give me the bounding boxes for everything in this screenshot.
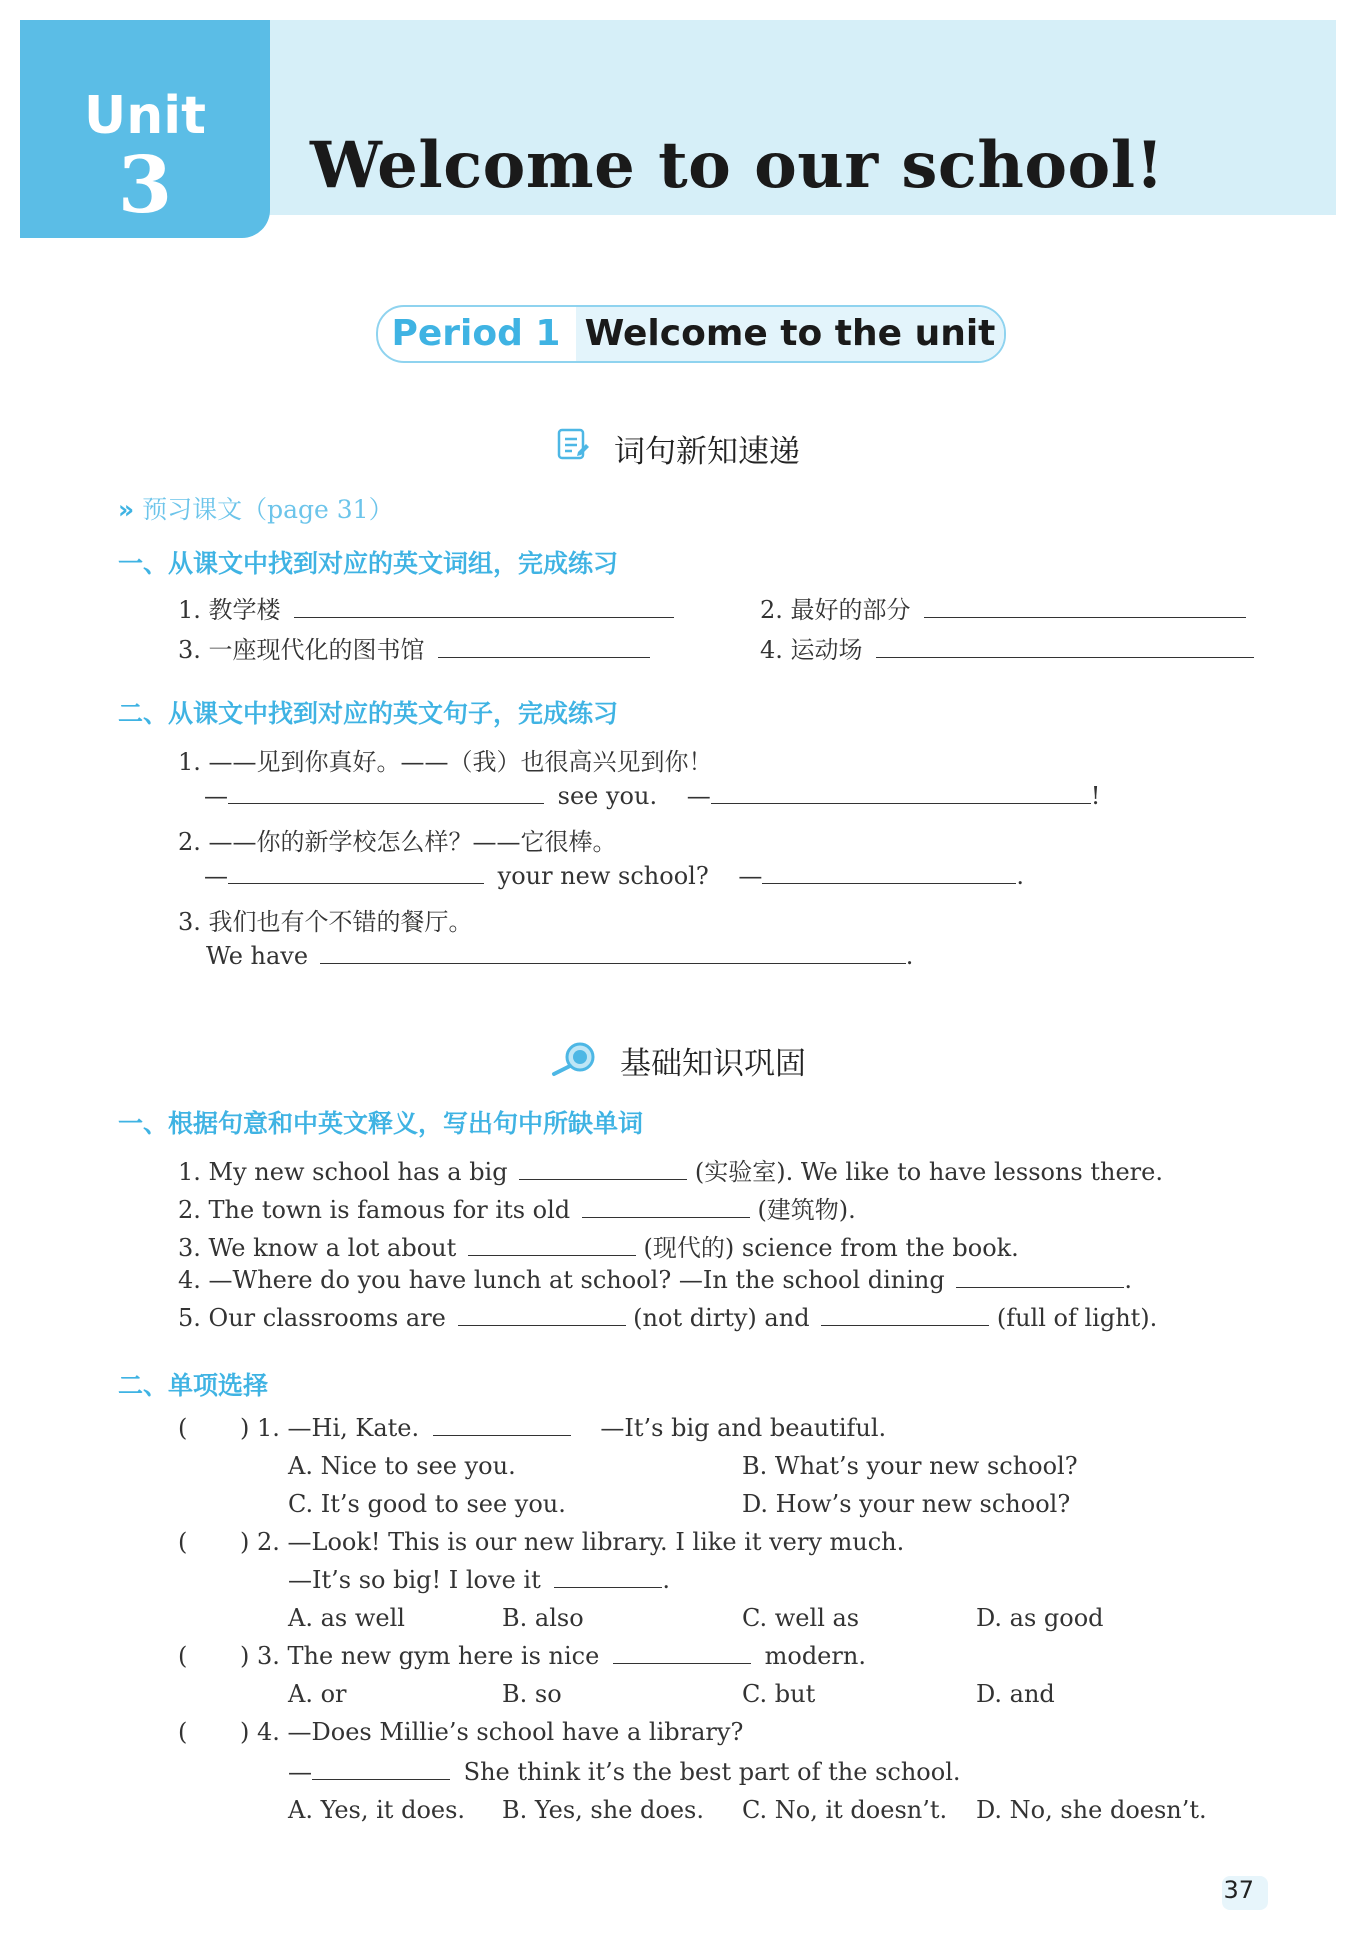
answer-blank[interactable] [821,1324,989,1326]
sentence-cn: 2. ——你的新学校怎么样？——它很棒。 [178,828,617,856]
unit-number: 3 [117,140,173,231]
page-title: Welcome to our school! [310,128,1165,203]
mc-option[interactable]: B. What’s your new school? [742,1452,1078,1480]
answer-blank[interactable] [294,616,674,618]
sentence-cn: 3. 我们也有个不错的餐厅。 [178,908,473,936]
mc-option[interactable]: A. as well [288,1604,405,1632]
mc-option[interactable]: C. but [742,1680,816,1708]
phrase-item: 4. 运动场 [760,630,1254,665]
sentence-answer: We have . [206,942,914,970]
part-heading: 二、从课文中找到对应的英文句子，完成练习 [118,699,619,728]
part-heading: 一、从课文中找到对应的英文词组，完成练习 [118,549,619,578]
sentence-answer: — see you. — ! [204,782,1101,810]
preview-text: 预习课文（page 31） [142,495,394,524]
unit-label: Unit [84,86,206,146]
answer-blank[interactable] [762,882,1016,884]
period-number: Period 1 [391,313,561,354]
answer-blank[interactable] [320,962,906,964]
fill-sentence: 5. Our classrooms are (not dirty) and (full of light). [178,1304,1158,1332]
notes-icon [556,428,590,466]
mc-option[interactable]: D. as good [976,1604,1104,1632]
answer-blank[interactable] [519,1178,687,1180]
mc-question: ) 4. —Does Millie’s school have a library? [240,1718,744,1746]
answer-bracket[interactable]: ( [178,1528,188,1556]
answer-blank[interactable] [554,1586,662,1588]
answer-blank[interactable] [228,802,544,804]
fill-sentence: 4. —Where do you have lunch at school? —In the school dining . [178,1266,1133,1294]
fill-sentence: 2. The town is famous for its old (建筑物). [178,1196,856,1224]
mc-option[interactable]: C. It’s good to see you. [288,1490,566,1518]
mc-question: ) 3. The new gym here is nice modern. [240,1642,866,1670]
answer-blank[interactable] [613,1662,751,1664]
answer-bracket[interactable]: ( [178,1642,188,1670]
phrase-item: 1. 教学楼 [178,590,674,625]
section-title-basics: 基础知识巩固 [620,1046,806,1082]
mc-option[interactable]: B. so [502,1680,562,1708]
mc-option[interactable]: B. also [502,1604,584,1632]
sentence-answer: — your new school? — . [204,862,1024,890]
mc-option[interactable]: D. How’s your new school? [742,1490,1071,1518]
phrase-item: 3. 一座现代化的图书馆 [178,630,650,665]
mc-question-line2: — She think it’s the best part of the school. [288,1758,961,1786]
fill-sentence: 3. We know a lot about (现代的) science from the book. [178,1234,1019,1262]
preview-note [118,490,394,526]
mc-option[interactable]: A. Nice to see you. [288,1452,516,1480]
mc-option[interactable]: C. well as [742,1604,860,1632]
answer-blank[interactable] [312,1778,450,1780]
answer-blank[interactable] [468,1254,636,1256]
answer-blank[interactable] [438,656,650,658]
period-pill [376,305,1006,363]
magnifier-icon [550,1040,600,1082]
part-heading: 一、根据句意和中英文释义，写出句中所缺单词 [118,1109,644,1138]
answer-bracket[interactable]: ( [178,1718,188,1746]
answer-blank[interactable] [228,882,484,884]
fill-sentence: 1. My new school has a big (实验室). We like to have lessons there. [178,1158,1163,1186]
mc-question-line2: —It’s so big! I love it . [288,1566,670,1594]
mc-question: ) 1. —Hi, Kate. —It’s big and beautiful. [240,1414,887,1442]
double-chevron-icon: » [118,495,135,524]
mc-option[interactable]: A. or [288,1680,347,1708]
mc-question: ) 2. —Look! This is our new library. I like it very much. [240,1528,905,1556]
section-title-vocab: 词句新知速递 [614,434,800,470]
phrase-item: 2. 最好的部分 [760,590,1246,625]
mc-option[interactable]: A. Yes, it does. [288,1796,466,1824]
answer-blank[interactable] [711,802,1091,804]
part-heading: 二、单项选择 [118,1371,269,1400]
answer-blank[interactable] [956,1286,1124,1288]
mc-option[interactable]: D. and [976,1680,1055,1708]
period-name: Welcome to the unit [576,307,1004,361]
mc-option[interactable]: B. Yes, she does. [502,1796,704,1824]
page-number: 37 [1223,1876,1254,1904]
answer-blank[interactable] [582,1216,750,1218]
answer-bracket[interactable]: ( [178,1414,188,1442]
answer-blank[interactable] [876,656,1254,658]
answer-blank[interactable] [433,1434,571,1436]
mc-option[interactable]: C. No, it doesn’t. [742,1796,948,1824]
answer-blank[interactable] [924,616,1246,618]
sentence-cn: 1. ——见到你真好。——（我）也很高兴见到你！ [178,748,713,776]
answer-blank[interactable] [458,1324,626,1326]
mc-option[interactable]: D. No, she doesn’t. [976,1796,1207,1824]
